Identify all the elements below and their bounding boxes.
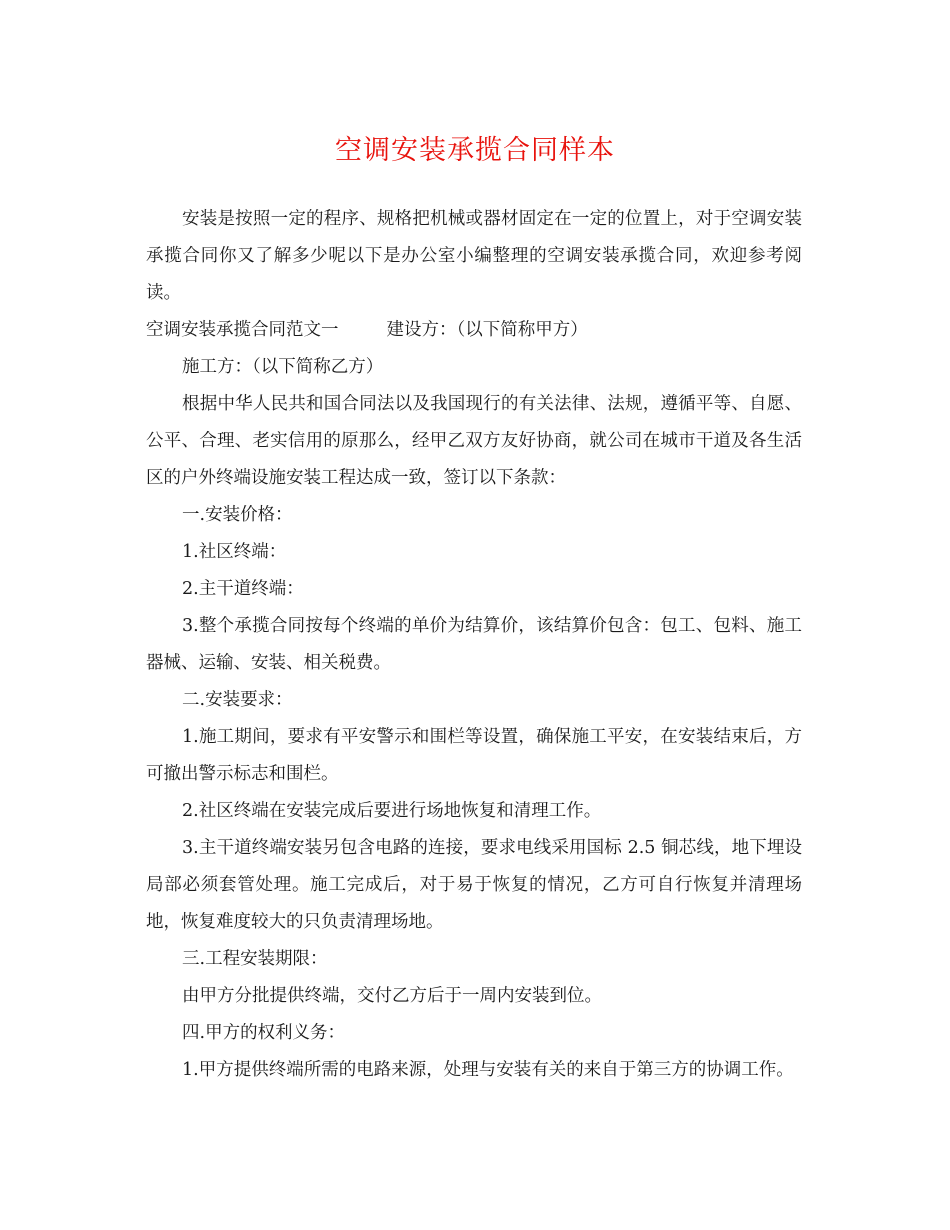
sample-line: [146, 312, 802, 349]
section-item: 由甲方分批提供终端，交付乙方后于一周内安装到位。: [182, 986, 602, 1006]
section-item: 2.主干道终端：: [182, 579, 304, 599]
section-item: 1.甲方提供终端所需的电路来源，处理与安装有关的来自于第三方的协调工作。: [182, 1060, 794, 1080]
section-heading: 一.安装价格：: [182, 505, 293, 525]
preamble-paragraph: 根据中华人民共和国合同法以及我国现行的有关法律、法规，遵循平等、自愿、公平、合理、老实信用的原那么，经甲乙双方友好协商，就公司在城市干道及各生活区的户外终端设施安装工程达成一致，签订以下条款：: [146, 394, 802, 488]
document-title: 空调安装承揽合同样本: [335, 135, 615, 166]
section-heading: 四.甲方的权利义务：: [182, 1023, 346, 1043]
section-item: 3.主干道终端安装另包含电路的连接，要求电线采用国标 2.5 铜芯线，地下埋设局部必须套管处理。施工完成后，对于易于恢复的情况，乙方可自行恢复并清理场地，恢复难度较大的只负责清理场地。: [146, 838, 802, 932]
party-a-line: 建设方：（以下简称甲方）: [386, 320, 588, 340]
section-item: 1.施工期间，要求有平安警示和围栏等设置，确保施工平安，在安装结束后，方可撤出警示标志和围栏。: [146, 727, 802, 784]
section-item: 1.社区终端：: [182, 542, 287, 562]
party-b-line: 施工方：（以下简称乙方）: [182, 357, 384, 377]
document-body: [146, 201, 802, 1089]
section-item: 2.社区终端在安装完成后要进行场地恢复和清理工作。: [182, 801, 602, 821]
intro-paragraph: 安装是按照一定的程序、规格把机械或器材固定在一定的位置上，对于空调安装承揽合同你又了解多少呢以下是办公室小编整理的空调安装承揽合同，欢迎参考阅读。: [146, 209, 802, 303]
section-item: 3.整个承揽合同按每个终端的单价为结算价，该结算价包含：包工、包料、施工器械、运输、安装、相关税费。: [146, 616, 802, 673]
sample-label: 空调安装承揽合同范文一: [146, 320, 339, 340]
section-heading: 二.安装要求：: [182, 690, 293, 710]
section-heading: 三.工程安装期限：: [182, 949, 328, 969]
